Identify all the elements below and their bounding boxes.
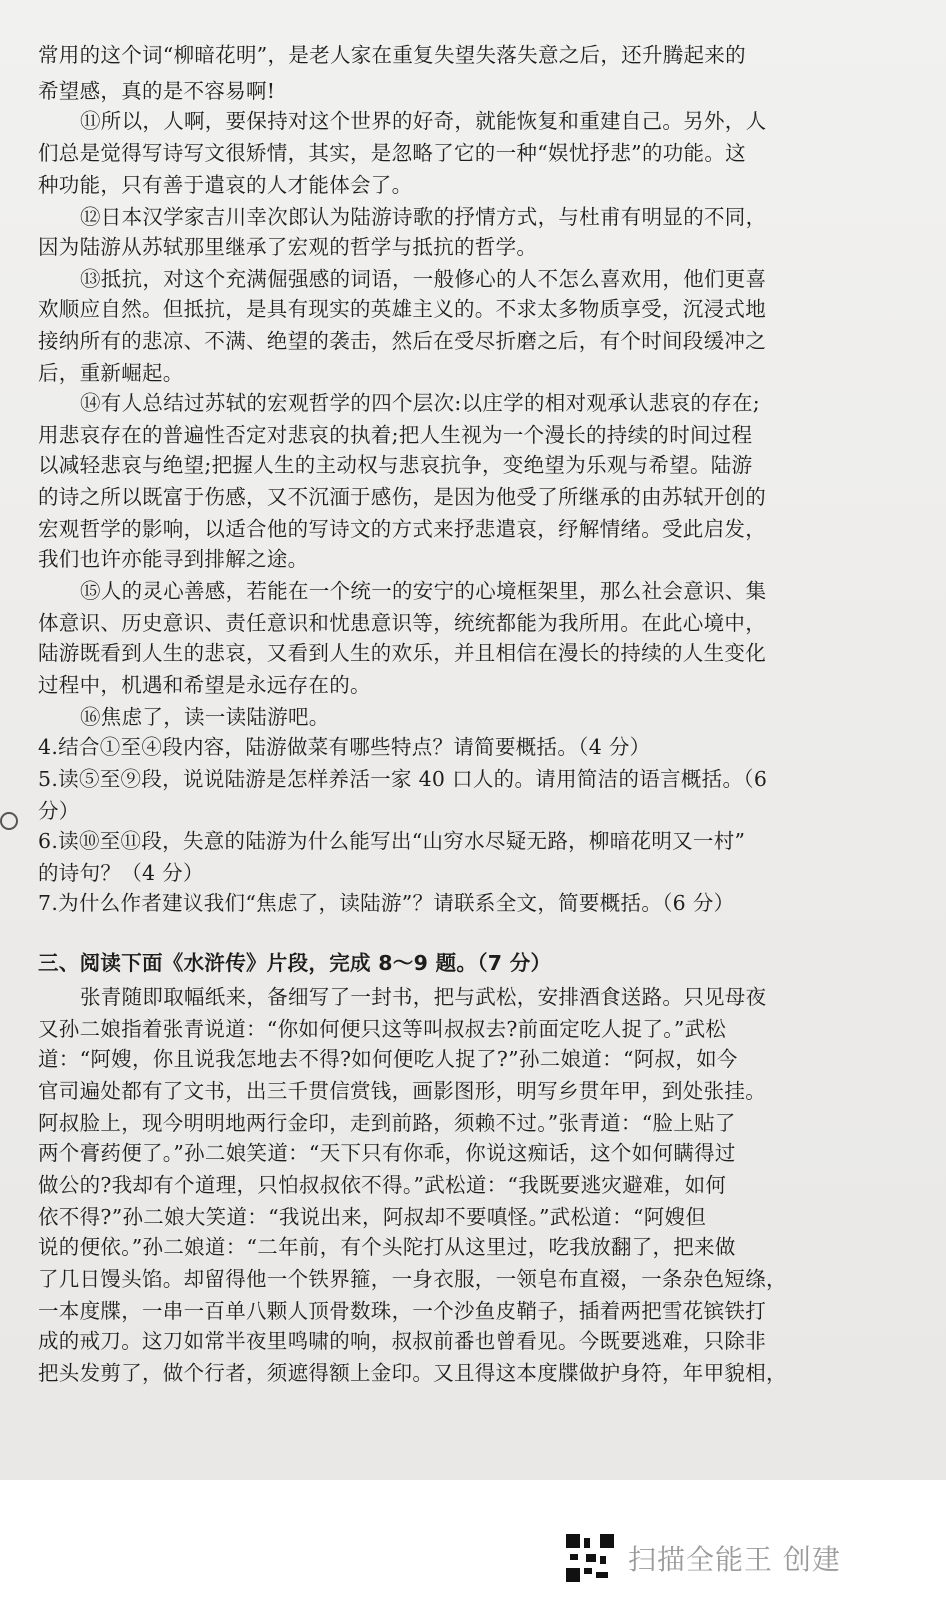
scanner-watermark <box>566 1530 866 1586</box>
text-line <box>38 1390 946 1420</box>
text-line: 阿叔脸上，现今明明地两行金印，走到前路，须赖不过。”张青道：“脸上贴了 <box>38 1111 736 1135</box>
text-line: 陆游既看到人生的悲哀，又看到人生的欢乐，并且相信在漫长的持续的人生变化 <box>38 641 766 665</box>
text-line: 我们也许亦能寻到排解之途。 <box>38 547 309 571</box>
text-line: 说的便依。”孙二娘道：“二年前，有个头陀打从这里过，吃我放翻了，把来做 <box>38 1235 736 1259</box>
section-heading: 三、阅读下面《水浒传》片段，完成 8～9 题。（7 分） <box>38 951 552 975</box>
text-line: 过程中，机遇和希望是永远存在的。 <box>38 673 371 697</box>
text-line: 体意识、历史意识、责任意识和忧患意识等，统统都能为我所用。在此心境中， <box>38 611 766 635</box>
question-5: 5.读⑤至⑨段，说说陆游是怎样养活一家 40 口人的。请用简洁的语言概括。（6 <box>38 767 768 791</box>
question-5-cont: 分） <box>38 799 80 823</box>
text-line: 常用的这个词“柳暗花明”，是老人家在重复失望失落失意之后，还升腾起来的 <box>38 43 746 67</box>
text-line: 的诗之所以既富于伤感，又不沉湎于感伤，是因为他受了所继承的由苏轼开创的 <box>38 485 766 509</box>
text-line: 用悲哀存在的普遍性否定对悲哀的执着;把人生视为一个漫长的持续的时间过程 <box>38 423 753 447</box>
text-line: 两个膏药便了。”孙二娘笑道：“天下只有你乖，你说这痴话，这个如何瞒得过 <box>38 1141 736 1165</box>
text-line: 以减轻悲哀与绝望;把握人生的主动权与悲哀抗争，变绝望为乐观与希望。陆游 <box>38 453 753 477</box>
question-6: 6.读⑩至⑪段，失意的陆游为什么能写出“山穷水尽疑无路，柳暗花明又一村” <box>38 829 746 853</box>
text-line: ⑭有人总结过苏轼的宏观哲学的四个层次:以庄学的相对观承认悲哀的存在; <box>80 391 761 415</box>
text-line: 宏观哲学的影响，以适合他的写诗文的方式来抒悲遣哀，纾解情绪。受此启发， <box>38 517 766 541</box>
text-line: ⑬抵抗，对这个充满倔强感的词语，一般修心的人不怎么喜欢用，他们更喜 <box>80 267 767 291</box>
text-line: 了几日馒头馅。却留得他一个铁界箍，一身衣服，一领皂布直裰，一条杂色短绦， <box>38 1267 787 1291</box>
text-line: 种功能，只有善于遣哀的人才能体会了。 <box>38 173 413 197</box>
text-line: 欢顺应自然。但抵抗，是具有现实的英雄主义的。不求太多物质享受，沉浸式地 <box>38 297 766 321</box>
text-line: 成的戒刀。这刀如常半夜里鸣啸的响，叔叔前番也曾看见。今既要逃难，只除非 <box>38 1329 766 1353</box>
text-line: 接纳所有的悲凉、不满、绝望的袭击，然后在受尽折磨之后，有个时间段缓冲之 <box>38 329 766 353</box>
text-line: 做公的?我却有个道理，只怕叔叔依不得。”武松道：“我既要逃灾避难，如何 <box>38 1173 727 1197</box>
qr-code-icon <box>566 1534 614 1582</box>
text-line: 依不得?”孙二娘大笑道：“我说出来，阿叔却不要嗔怪。”武松道：“阿嫂但 <box>38 1205 707 1229</box>
question-6-cont: 的诗句？（4 分） <box>38 861 204 885</box>
text-line: 们总是觉得写诗写文很矫情，其实，是忽略了它的一种“娱忧抒悲”的功能。这 <box>38 141 746 165</box>
text-line: 道：“阿嫂，你且说我怎地去不得?如何便吃人捉了?”孙二娘道：“阿叔，如今 <box>38 1047 738 1071</box>
text-line: 又孙二娘指着张青说道：“你如何便只这等叫叔叔去?前面定吃人捉了。”武松 <box>38 1017 727 1041</box>
text-line: 一本度牒，一串一百单八颗人顶骨数珠，一个沙鱼皮鞘子，插着两把雪花镔铁打 <box>38 1299 766 1323</box>
text-line: 把头发剪了，做个行者，须遮得额上金印。又且得这本度牒做护身符，年甲貌相， <box>38 1361 787 1385</box>
question-7: 7.为什么作者建议我们“焦虑了，读陆游”？请联系全文，简要概括。（6 分） <box>38 891 735 915</box>
text-line: ⑪所以，人啊，要保持对这个世界的好奇，就能恢复和重建自己。另外，人 <box>80 109 767 133</box>
text-line: 官司遍处都有了文书，出三千贯信赏钱，画影图形，明写乡贯年甲，到处张挂。 <box>38 1079 766 1103</box>
question-4: 4.结合①至④段内容，陆游做菜有哪些特点？请简要概括。（4 分） <box>38 735 651 759</box>
watermark-text: 扫描全能王 创建 <box>628 1543 841 1576</box>
text-line: 张青随即取幅纸来，备细写了一封书，把与武松，安排酒食送路。只见母夜 <box>80 985 767 1009</box>
text-line: ⑯焦虑了，读一读陆游吧。 <box>80 705 330 729</box>
text-line: ⑫日本汉学家吉川幸次郎认为陆游诗歌的抒情方式，与杜甫有明显的不同， <box>80 205 767 229</box>
text-line: 后，重新崛起。 <box>38 361 184 385</box>
text-line: 因为陆游从苏轼那里继承了宏观的哲学与抵抗的哲学。 <box>38 235 538 259</box>
text-line: ⑮人的灵心善感，若能在一个统一的安宁的心境框架里，那么社会意识、集 <box>80 579 767 603</box>
pen-mark <box>0 812 18 830</box>
text-line: 希望感，真的是不容易啊! <box>38 79 276 103</box>
